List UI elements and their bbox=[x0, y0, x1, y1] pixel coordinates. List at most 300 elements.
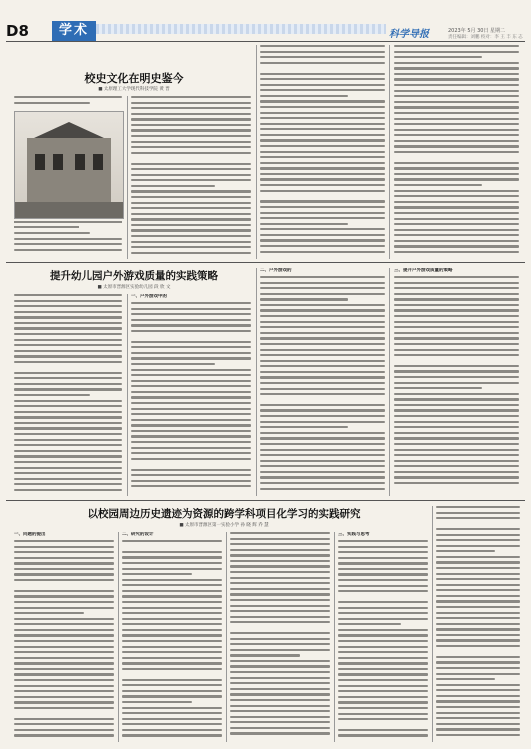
text-line bbox=[14, 585, 114, 587]
text-line bbox=[260, 476, 385, 478]
text-line bbox=[394, 332, 519, 334]
text-line bbox=[131, 357, 251, 359]
text-line bbox=[122, 546, 222, 548]
text-line bbox=[394, 437, 519, 439]
text-line bbox=[131, 168, 251, 170]
text-line bbox=[131, 190, 251, 192]
text-line bbox=[14, 668, 114, 670]
subhead: 一、问题的提出 bbox=[14, 532, 46, 537]
text-line bbox=[394, 360, 519, 362]
text-line bbox=[260, 393, 385, 395]
text-line bbox=[14, 713, 114, 715]
text-line bbox=[260, 62, 385, 64]
text-line bbox=[14, 601, 114, 603]
text-line bbox=[394, 293, 519, 295]
text-line bbox=[14, 489, 122, 491]
text-line bbox=[131, 207, 251, 209]
text-line bbox=[338, 668, 428, 670]
page-header bbox=[0, 0, 531, 40]
text-line bbox=[131, 330, 251, 332]
text-line bbox=[131, 352, 251, 354]
text-line bbox=[122, 651, 222, 653]
text-line bbox=[394, 460, 519, 462]
article-3-col-4 bbox=[338, 532, 428, 742]
text-line bbox=[260, 151, 385, 153]
text-line bbox=[338, 623, 401, 625]
text-line bbox=[338, 696, 428, 698]
text-line bbox=[394, 370, 519, 372]
text-line bbox=[338, 679, 428, 681]
text-line bbox=[14, 623, 114, 625]
text-line bbox=[394, 123, 519, 125]
text-line bbox=[131, 363, 215, 365]
text-line bbox=[230, 549, 330, 551]
text-line bbox=[436, 728, 520, 730]
text-line bbox=[436, 634, 520, 636]
text-line bbox=[14, 455, 122, 457]
text-line bbox=[260, 449, 385, 451]
text-line bbox=[338, 568, 428, 570]
text-line bbox=[260, 443, 385, 445]
text-line bbox=[14, 707, 114, 709]
article-3-col-5 bbox=[436, 506, 520, 742]
text-line bbox=[260, 343, 385, 345]
text-line bbox=[131, 152, 251, 154]
text-line bbox=[260, 89, 385, 91]
text-line bbox=[260, 298, 348, 300]
text-line bbox=[14, 483, 122, 485]
text-line bbox=[436, 645, 520, 647]
section-label: 学术 bbox=[52, 21, 96, 41]
article-2-col-4 bbox=[394, 268, 519, 496]
photo-caption bbox=[14, 221, 122, 231]
text-line bbox=[338, 579, 428, 581]
text-line bbox=[260, 234, 385, 236]
text-line bbox=[230, 588, 330, 590]
text-line bbox=[338, 685, 428, 687]
text-line bbox=[122, 584, 222, 586]
text-line bbox=[436, 612, 520, 614]
text-line bbox=[122, 723, 222, 725]
subhead: 二、研究的设计 bbox=[122, 532, 154, 537]
text-line bbox=[14, 540, 114, 542]
text-line bbox=[230, 721, 330, 723]
text-line bbox=[14, 344, 122, 346]
text-line bbox=[338, 590, 428, 592]
text-line bbox=[230, 632, 330, 634]
text-line bbox=[394, 343, 519, 345]
text-line bbox=[260, 376, 385, 378]
text-line bbox=[131, 129, 251, 131]
text-line bbox=[122, 551, 222, 553]
text-line bbox=[338, 724, 428, 726]
text-line bbox=[230, 599, 330, 601]
text-line bbox=[14, 350, 122, 352]
text-line bbox=[338, 713, 428, 715]
text-line bbox=[131, 146, 251, 148]
text-line bbox=[14, 612, 84, 614]
text-line bbox=[122, 684, 222, 686]
text-line bbox=[436, 667, 520, 669]
text-line bbox=[394, 101, 519, 103]
text-line bbox=[260, 106, 385, 108]
text-line bbox=[122, 595, 222, 597]
text-line bbox=[14, 383, 122, 385]
text-line bbox=[230, 732, 330, 734]
text-line bbox=[131, 313, 251, 315]
text-line bbox=[14, 590, 114, 592]
text-line bbox=[122, 623, 222, 625]
text-line bbox=[122, 734, 222, 736]
text-line bbox=[338, 601, 428, 603]
text-line bbox=[394, 298, 519, 300]
text-line bbox=[394, 449, 519, 451]
article-3-byline: ■ 太原市晋源区第一实验小学 孙 晓 辉 乔 慧 bbox=[179, 523, 269, 528]
text-line bbox=[338, 657, 428, 659]
text-line bbox=[260, 382, 385, 384]
text-line bbox=[260, 404, 385, 406]
text-line bbox=[338, 734, 428, 736]
text-line bbox=[131, 447, 251, 449]
text-line bbox=[122, 629, 222, 631]
article-1-byline: ■ 太原理工大学现代科技学院 黄 晋 bbox=[98, 87, 170, 92]
text-line bbox=[131, 218, 251, 220]
text-line bbox=[436, 723, 520, 725]
text-line bbox=[436, 700, 520, 702]
text-line bbox=[122, 718, 222, 720]
text-line bbox=[14, 450, 122, 452]
text-line bbox=[338, 573, 428, 575]
text-line bbox=[14, 416, 122, 418]
article-1-col-2 bbox=[131, 96, 251, 259]
text-line bbox=[230, 616, 330, 618]
text-line bbox=[131, 141, 251, 143]
column-divider bbox=[256, 268, 257, 496]
text-line bbox=[131, 157, 251, 159]
text-line bbox=[260, 371, 385, 373]
text-line bbox=[394, 287, 519, 289]
text-line bbox=[260, 287, 385, 289]
text-line bbox=[122, 618, 222, 620]
text-line bbox=[394, 376, 519, 378]
text-line bbox=[131, 202, 251, 204]
text-line bbox=[14, 557, 114, 559]
text-line bbox=[131, 124, 251, 126]
text-line bbox=[230, 660, 330, 662]
text-line bbox=[122, 673, 222, 675]
text-line bbox=[122, 646, 222, 648]
text-line bbox=[436, 556, 520, 558]
text-line bbox=[14, 568, 114, 570]
text-line bbox=[230, 638, 330, 640]
column-divider bbox=[127, 294, 128, 496]
text-line bbox=[14, 367, 122, 369]
text-line bbox=[14, 316, 122, 318]
text-line bbox=[260, 100, 385, 102]
text-line bbox=[394, 443, 519, 445]
text-line bbox=[394, 45, 519, 47]
text-line bbox=[394, 415, 519, 417]
text-line bbox=[260, 349, 385, 351]
article-divider-1 bbox=[6, 262, 525, 263]
text-line bbox=[131, 241, 251, 243]
text-line bbox=[436, 528, 520, 530]
text-line bbox=[436, 695, 520, 697]
text-line bbox=[14, 361, 122, 363]
text-line bbox=[260, 212, 385, 214]
text-line bbox=[338, 546, 428, 548]
text-line bbox=[394, 309, 519, 311]
text-line bbox=[260, 56, 385, 58]
text-line bbox=[394, 201, 519, 203]
text-line bbox=[230, 705, 330, 707]
newspaper-logo: 科学导报 bbox=[389, 29, 429, 40]
text-line bbox=[394, 432, 519, 434]
text-line bbox=[338, 690, 428, 692]
text-line bbox=[14, 595, 114, 597]
text-line bbox=[436, 567, 520, 569]
text-line bbox=[14, 729, 114, 731]
text-line bbox=[122, 662, 222, 664]
text-line bbox=[14, 701, 114, 703]
text-line bbox=[122, 657, 222, 659]
text-line bbox=[394, 84, 519, 86]
text-line bbox=[131, 224, 251, 226]
text-line bbox=[260, 128, 385, 130]
text-line bbox=[230, 621, 330, 623]
subhead: 一、户外游戏中的 bbox=[131, 294, 167, 299]
text-line bbox=[394, 229, 519, 231]
text-line bbox=[394, 184, 482, 186]
text-line bbox=[436, 573, 520, 575]
text-line bbox=[260, 239, 385, 241]
text-line bbox=[394, 409, 519, 411]
text-line bbox=[436, 545, 520, 547]
text-line bbox=[260, 337, 385, 339]
campus-building-photo bbox=[14, 111, 124, 219]
text-line bbox=[122, 679, 222, 681]
text-line bbox=[260, 123, 385, 125]
text-line bbox=[131, 308, 251, 310]
text-line bbox=[131, 391, 251, 393]
article-2-col-1 bbox=[14, 294, 122, 496]
text-line bbox=[131, 346, 251, 348]
text-line bbox=[14, 377, 122, 379]
text-line bbox=[131, 113, 251, 115]
column-divider bbox=[256, 45, 257, 259]
text-line bbox=[122, 640, 222, 642]
text-line bbox=[230, 654, 300, 656]
text-line bbox=[131, 246, 251, 248]
text-line bbox=[338, 612, 428, 614]
text-line bbox=[131, 463, 251, 465]
article-1-col-1 bbox=[14, 232, 122, 259]
text-line bbox=[14, 333, 122, 335]
text-line bbox=[131, 374, 251, 376]
text-line bbox=[338, 673, 428, 675]
text-line bbox=[394, 129, 519, 131]
text-line bbox=[260, 409, 385, 411]
text-line bbox=[436, 534, 520, 536]
text-line bbox=[260, 73, 385, 75]
text-line bbox=[394, 349, 519, 351]
text-line bbox=[260, 465, 385, 467]
text-line bbox=[394, 315, 519, 317]
text-line bbox=[394, 234, 519, 236]
text-line bbox=[14, 411, 122, 413]
text-line bbox=[394, 162, 519, 164]
article-3-col-1 bbox=[14, 532, 114, 742]
text-line bbox=[131, 419, 251, 421]
text-line bbox=[230, 699, 330, 701]
text-line bbox=[14, 427, 122, 429]
text-line bbox=[436, 561, 520, 563]
text-line bbox=[436, 506, 520, 508]
text-line bbox=[338, 729, 428, 731]
text-line bbox=[394, 134, 519, 136]
text-line bbox=[394, 112, 519, 114]
text-line bbox=[338, 707, 428, 709]
column-divider bbox=[389, 268, 390, 496]
text-line bbox=[122, 601, 222, 603]
text-line bbox=[14, 478, 122, 480]
text-line bbox=[131, 485, 251, 487]
text-line bbox=[131, 430, 251, 432]
text-line bbox=[436, 550, 495, 552]
text-line bbox=[436, 517, 520, 519]
text-line bbox=[260, 426, 348, 428]
text-line bbox=[14, 546, 114, 548]
text-line bbox=[14, 607, 114, 609]
text-line bbox=[230, 538, 330, 540]
column-divider bbox=[432, 506, 433, 742]
text-line bbox=[260, 184, 385, 186]
article-1-headline: 校史文化在明史鉴今 bbox=[84, 72, 184, 85]
text-line bbox=[260, 156, 385, 158]
text-line bbox=[230, 716, 330, 718]
text-line bbox=[338, 562, 428, 564]
text-line bbox=[230, 554, 330, 556]
text-line bbox=[230, 582, 330, 584]
text-line bbox=[260, 245, 385, 247]
text-line bbox=[394, 173, 519, 175]
text-line bbox=[394, 426, 519, 428]
text-line bbox=[394, 206, 519, 208]
text-line bbox=[260, 432, 385, 434]
text-line bbox=[260, 134, 385, 136]
text-line bbox=[260, 276, 385, 278]
text-line bbox=[260, 167, 385, 169]
text-line bbox=[14, 640, 114, 642]
text-line bbox=[394, 465, 519, 467]
text-line bbox=[122, 701, 192, 703]
text-line bbox=[260, 223, 348, 225]
text-line bbox=[122, 729, 222, 731]
text-line bbox=[436, 673, 520, 675]
text-line bbox=[14, 232, 90, 234]
header-decor-bar bbox=[96, 24, 386, 34]
text-line bbox=[14, 690, 114, 692]
column-divider bbox=[226, 532, 227, 742]
text-line bbox=[338, 557, 428, 559]
text-line bbox=[394, 195, 519, 197]
text-line bbox=[131, 469, 251, 471]
text-line bbox=[338, 596, 428, 598]
text-line bbox=[260, 315, 385, 317]
text-line bbox=[260, 139, 385, 141]
text-line bbox=[260, 228, 385, 230]
text-line bbox=[260, 217, 385, 219]
text-line bbox=[131, 335, 251, 337]
text-line bbox=[14, 400, 122, 402]
text-line bbox=[131, 229, 251, 231]
text-line bbox=[230, 627, 330, 629]
text-line bbox=[122, 612, 222, 614]
text-line bbox=[436, 512, 520, 514]
text-line bbox=[131, 96, 251, 98]
text-line bbox=[260, 482, 385, 484]
text-line bbox=[230, 677, 330, 679]
text-line bbox=[260, 200, 385, 202]
text-line bbox=[338, 662, 428, 664]
page-number: D8 bbox=[6, 22, 29, 40]
text-line bbox=[131, 402, 251, 404]
text-line bbox=[436, 678, 495, 680]
text-line bbox=[394, 212, 519, 214]
article-3-col-2 bbox=[122, 532, 222, 742]
text-line bbox=[394, 167, 519, 169]
text-line bbox=[230, 593, 330, 595]
text-line bbox=[260, 51, 385, 53]
text-line bbox=[122, 568, 222, 570]
text-line bbox=[14, 734, 114, 736]
text-line bbox=[260, 365, 385, 367]
text-line bbox=[260, 326, 385, 328]
text-line bbox=[260, 95, 348, 97]
text-line bbox=[131, 413, 251, 415]
column-divider bbox=[334, 532, 335, 742]
text-line bbox=[260, 321, 385, 323]
text-line bbox=[260, 117, 385, 119]
text-line bbox=[131, 179, 251, 181]
text-line bbox=[394, 471, 519, 473]
article-2-col-3 bbox=[260, 268, 385, 496]
text-line bbox=[14, 551, 114, 553]
text-line bbox=[122, 607, 222, 609]
text-line bbox=[122, 540, 222, 542]
text-line bbox=[131, 107, 251, 109]
text-line bbox=[394, 476, 519, 478]
text-line bbox=[230, 571, 330, 573]
text-line bbox=[394, 326, 519, 328]
text-line bbox=[14, 311, 122, 313]
text-line bbox=[131, 135, 251, 137]
text-line bbox=[436, 651, 520, 653]
text-line bbox=[394, 251, 519, 253]
text-line bbox=[436, 684, 520, 686]
text-line bbox=[14, 305, 122, 307]
text-line bbox=[394, 488, 519, 490]
text-line bbox=[14, 439, 122, 441]
article-2-byline: ■ 太原市晋源区实验幼儿园 段 欣 文 bbox=[97, 285, 171, 290]
text-line bbox=[122, 562, 222, 564]
text-line bbox=[260, 332, 385, 334]
text-line bbox=[14, 339, 122, 341]
text-line bbox=[230, 560, 330, 562]
text-line bbox=[131, 341, 251, 343]
text-line bbox=[14, 618, 114, 620]
text-line bbox=[338, 585, 428, 587]
